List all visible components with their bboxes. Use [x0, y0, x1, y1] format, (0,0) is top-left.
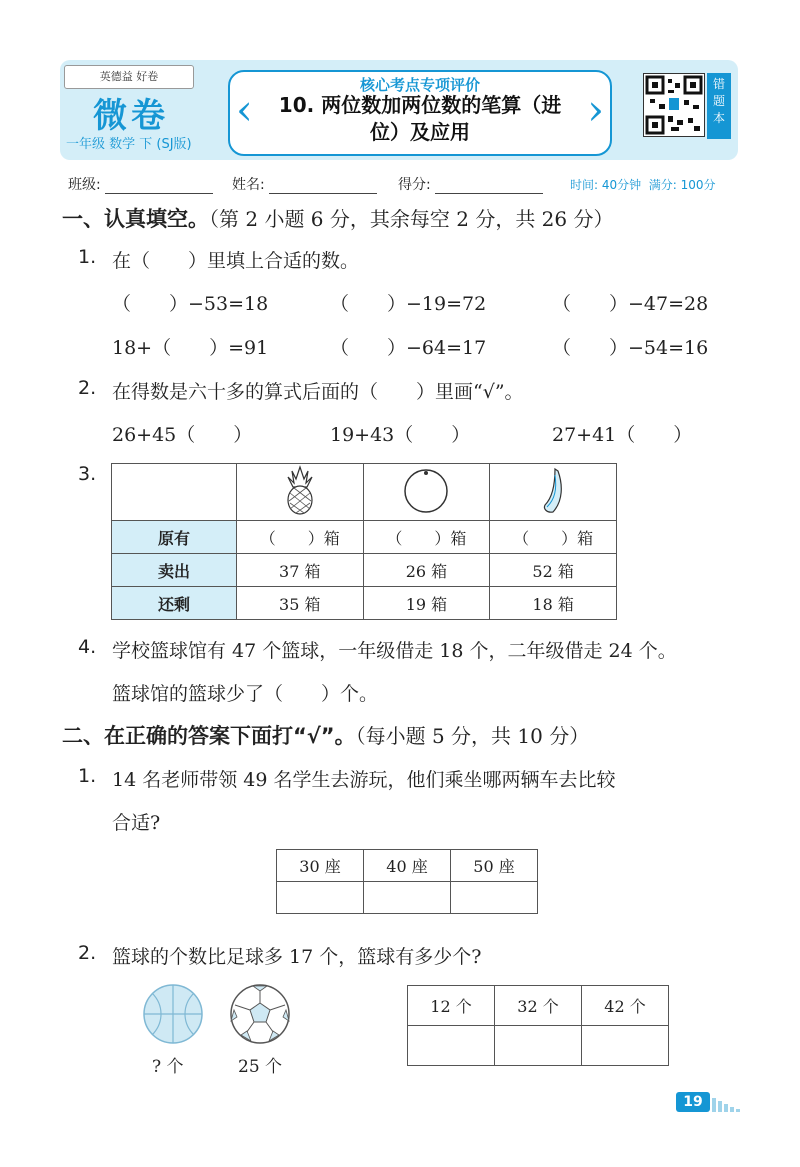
option-label: 42 个: [582, 986, 669, 1026]
question-number: 4.: [78, 636, 97, 658]
question-number: 2.: [78, 377, 97, 399]
equation[interactable]: （ ）−47=28: [552, 293, 709, 315]
basketball-icon: [142, 983, 204, 1049]
answer-cell[interactable]: [582, 1026, 669, 1066]
pineapple-icon: [236, 464, 363, 521]
answer-cell[interactable]: [495, 1026, 582, 1066]
table-cell: 18 箱: [490, 587, 617, 620]
question-text: 在得数是六十多的算式后面的（ ）里画“√”。: [112, 381, 524, 403]
option-label: 50 座: [451, 850, 538, 882]
question-text: 合适?: [112, 812, 161, 834]
question-text: 学校篮球馆有 47 个篮球，一年级借走 18 个，二年级借走 24 个。: [112, 640, 677, 662]
title-line-2: 位）及应用: [370, 120, 470, 144]
section-1-heading: 一、认真填空。（第 2 小题 6 分，其余每空 2 分，共 26 分）: [62, 207, 614, 231]
table-cell: 37 箱: [236, 554, 363, 587]
score-field[interactable]: 得分:: [398, 174, 543, 194]
subtitle: 核心考点专项评价: [359, 76, 480, 94]
question-text: 在（ ）里填上合适的数。: [112, 250, 360, 272]
section-2-heading: 二、在正确的答案下面打“√”。（每小题 5 分，共 10 分）: [62, 724, 590, 748]
table-cell: 52 箱: [490, 554, 617, 587]
table-cell[interactable]: （ ）箱: [363, 521, 490, 554]
right-chevron-icon: ›: [587, 85, 604, 134]
equation[interactable]: （ ）−64=17: [330, 337, 487, 359]
football-count-label: 25 个: [238, 1057, 283, 1077]
option-label: 12 个: [408, 986, 495, 1026]
publisher-logo: 英德益 好卷: [64, 65, 194, 89]
name-field[interactable]: 姓名:: [232, 174, 377, 194]
page-title: [262, 92, 578, 146]
question-text: 篮球的个数比足球多 17 个，篮球有多少个?: [112, 946, 482, 968]
time-and-score: 时间: 40分钟 满分: 100分: [570, 178, 716, 192]
qr-code-icon[interactable]: [643, 73, 705, 137]
row-label: 原有: [112, 521, 237, 554]
fruit-table: [111, 463, 617, 620]
table-cell: 26 箱: [363, 554, 490, 587]
question-number: 1.: [78, 246, 97, 268]
table-cell[interactable]: （ ）箱: [490, 521, 617, 554]
equation[interactable]: 26+45（ ）: [112, 424, 253, 446]
grade-label: 一年级 数学 下 (SJ版): [66, 137, 192, 152]
class-field[interactable]: 班级:: [68, 174, 213, 194]
football-icon: [229, 983, 291, 1049]
table-cell: 19 箱: [363, 587, 490, 620]
answer-cell[interactable]: [451, 882, 538, 914]
question-text: 14 名老师带领 49 名学生去游玩，他们乘坐哪两辆车去比较: [112, 769, 616, 791]
question-text[interactable]: 篮球馆的篮球少了（ ）个。: [112, 683, 379, 705]
basketball-count-label: ? 个: [152, 1057, 184, 1077]
table-cell: 35 箱: [236, 587, 363, 620]
page-number: 19: [676, 1092, 710, 1112]
equation[interactable]: （ ）−54=16: [552, 337, 709, 359]
answer-cell[interactable]: [364, 882, 451, 914]
table-cell[interactable]: （ ）箱: [236, 521, 363, 554]
row-label: 卖出: [112, 554, 237, 587]
answer-cell[interactable]: [277, 882, 364, 914]
equation[interactable]: （ ）−19=72: [330, 293, 487, 315]
option-label: 32 个: [495, 986, 582, 1026]
brand-title: 微卷: [93, 96, 169, 136]
equation[interactable]: （ ）−53=18: [112, 293, 269, 315]
equation[interactable]: 18+（ ）=91: [112, 337, 269, 359]
answer-cell[interactable]: [408, 1026, 495, 1066]
question-number: 3.: [78, 463, 97, 485]
option-label: 40 座: [364, 850, 451, 882]
seat-options-table: [276, 849, 538, 914]
question-number: 2.: [78, 942, 97, 964]
error-book-tag: 错 题 本: [707, 73, 731, 139]
banana-icon: [490, 464, 617, 521]
bars-decoration-icon: [712, 1096, 742, 1112]
orange-icon: [363, 464, 490, 521]
basketball-options-table: [407, 985, 669, 1066]
question-number: 1.: [78, 765, 97, 787]
row-label: 还剩: [112, 587, 237, 620]
left-chevron-icon: ‹: [236, 85, 253, 134]
option-label: 30 座: [277, 850, 364, 882]
equation[interactable]: 27+41（ ）: [552, 424, 693, 446]
equation[interactable]: 19+43（ ）: [330, 424, 471, 446]
title-line-1: 10. 两位数加两位数的笔算（进: [278, 93, 562, 117]
